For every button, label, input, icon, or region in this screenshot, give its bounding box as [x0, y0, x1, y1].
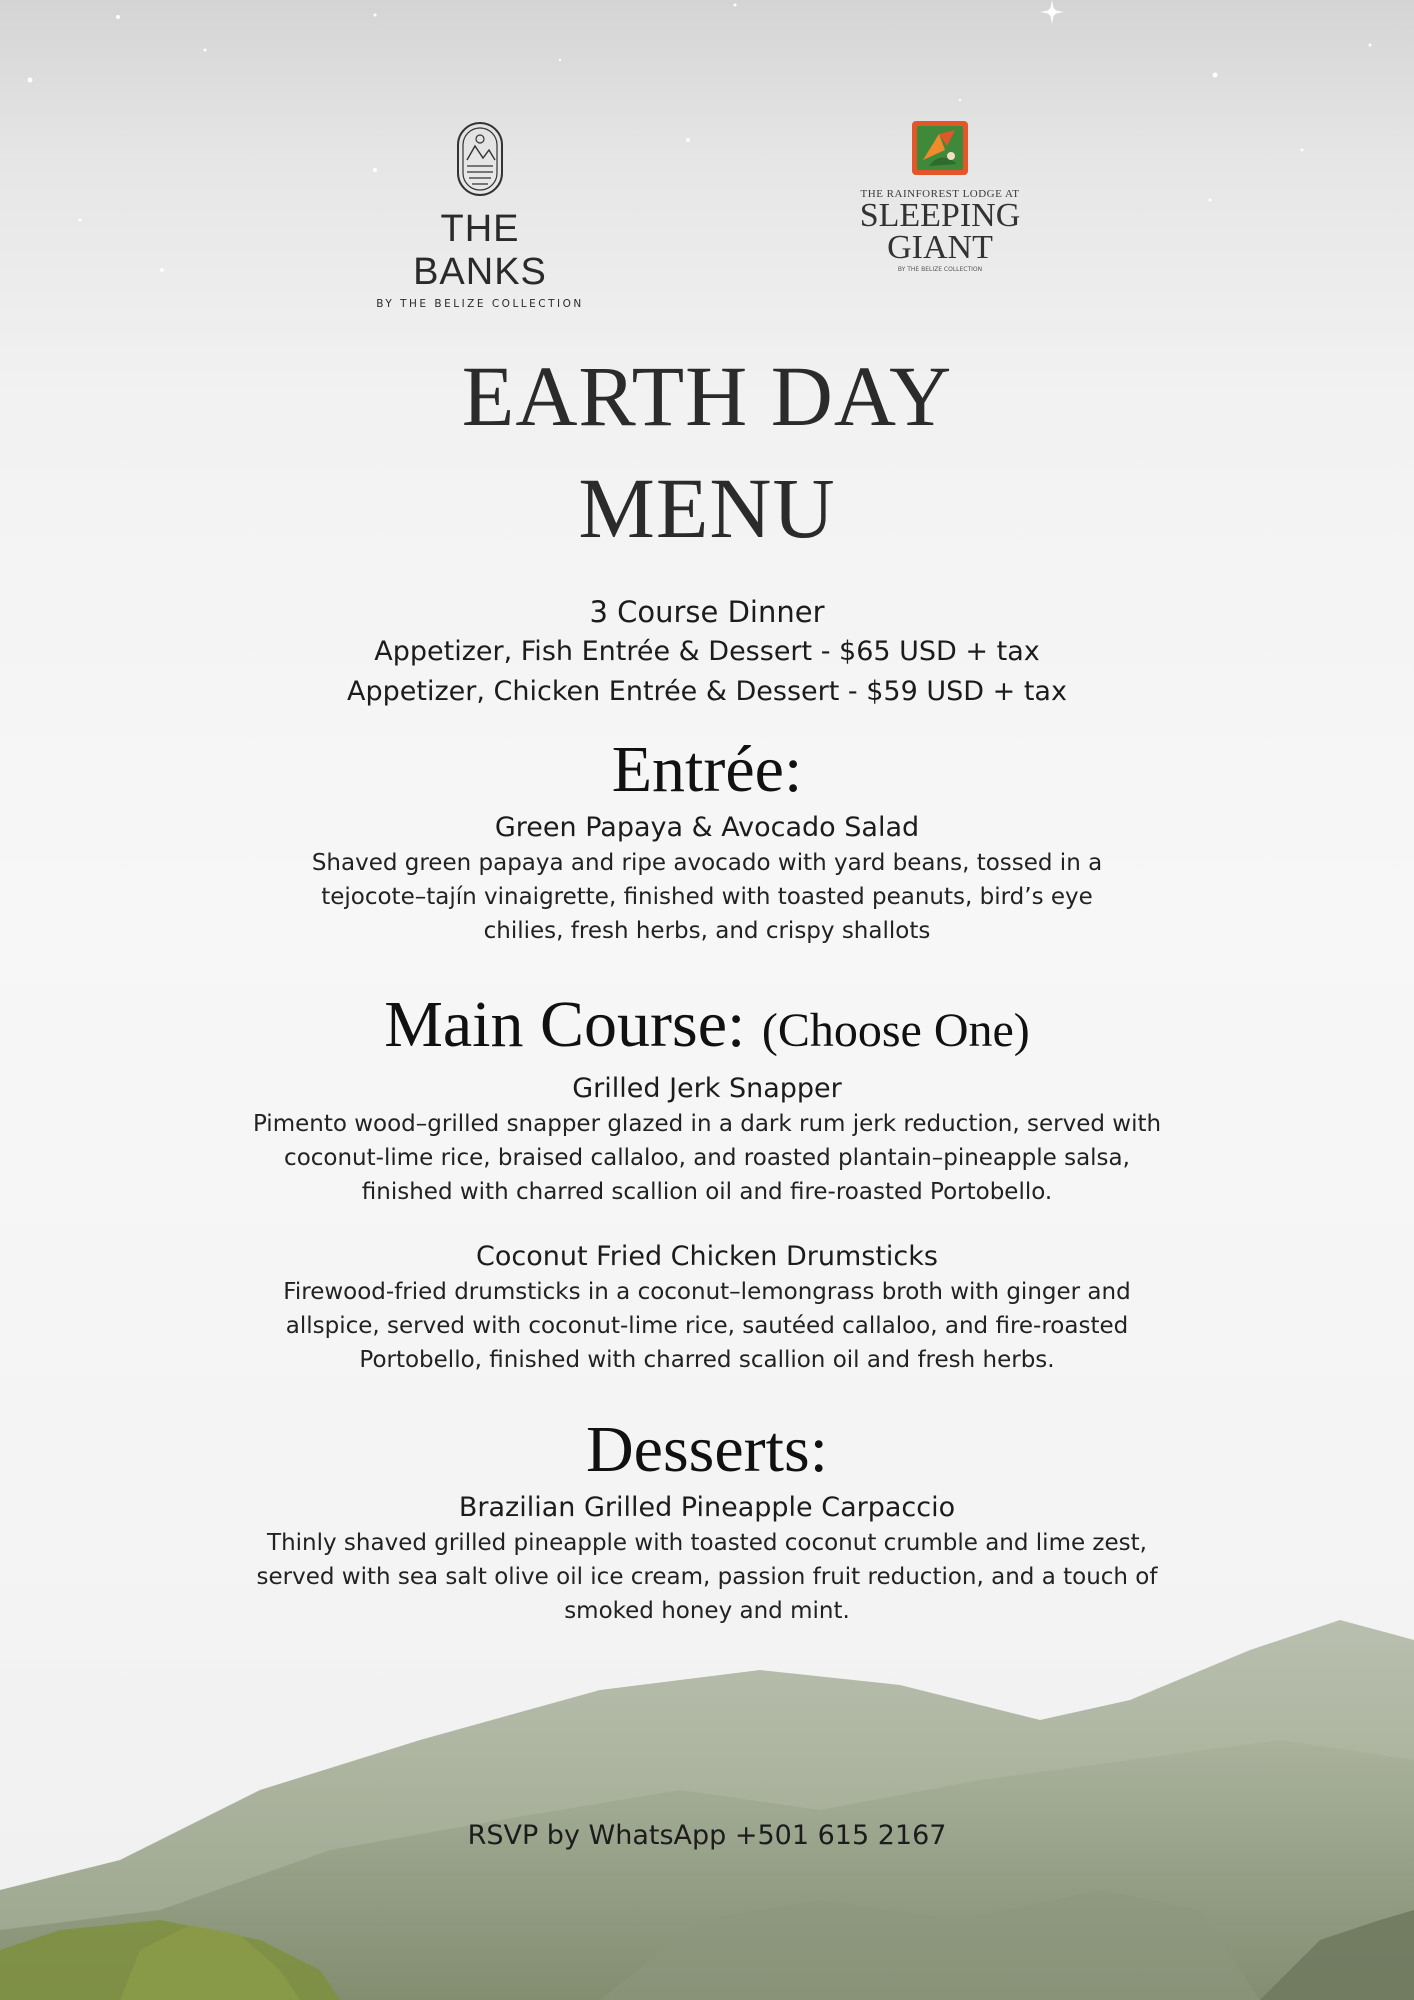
title-line-2: MENU [578, 460, 836, 556]
course-option-fish: Appetizer, Fish Entrée & Dessert - $65 USD + tax [374, 636, 1040, 667]
dessert-desc-line: Thinly shaved grilled pineapple with toasted coconut crumble and lime zest, [267, 1530, 1147, 1556]
the-banks-subtitle: BY THE BELIZE COLLECTION [376, 298, 584, 310]
the-banks-emblem-icon [455, 120, 505, 198]
sleeping-giant-name-line1: SLEEPING [859, 197, 1021, 234]
course-pricing [0, 592, 1414, 712]
snapper-desc-line: Pimento wood–grilled snapper glazed in a dark rum jerk reduction, served with [252, 1111, 1162, 1137]
starry-sky-decoration [0, 0, 1414, 320]
snapper-dish-name: Grilled Jerk Snapper [572, 1073, 842, 1104]
menu-title [0, 340, 1414, 564]
sleeping-giant-subtitle: BY THE BELIZE COLLECTION [897, 266, 983, 273]
sleeping-giant-name-line2: GIANT [887, 229, 993, 266]
entree-heading: Entrée: [611, 733, 803, 806]
choose-one-note: (Choose One) [761, 1004, 1030, 1057]
dessert-desc-line: smoked honey and mint. [564, 1598, 850, 1624]
entree-dish-name: Green Papaya & Avocado Salad [494, 812, 920, 843]
entree-desc-line: chilies, fresh herbs, and crispy shallots [483, 918, 931, 944]
snapper-desc-line: coconut-lime rice, braised callaloo, and roasted plantain–pineapple salsa, [284, 1145, 1130, 1171]
chicken-desc-line: allspice, served with coconut-lime rice, sautéed callaloo, and fire-roasted [285, 1313, 1129, 1339]
entree-desc-line: tejocote–tajín vinaigrette, finished with toasted peanuts, bird’s eye [321, 884, 1093, 910]
dessert-desc-line: served with sea salt olive oil ice cream, passion fruit reduction, and a touch of [256, 1564, 1158, 1590]
chicken-dish-name: Coconut Fried Chicken Drumsticks [476, 1241, 938, 1272]
course-option-chicken: Appetizer, Chicken Entrée & Dessert - $59 USD + tax [347, 676, 1067, 707]
sleeping-giant-tagline: THE RAINFOREST LODGE AT [860, 188, 1020, 200]
rsvp-info [0, 1820, 1414, 1851]
main-course-section [0, 985, 1414, 1071]
chicken-desc-line: Firewood-fried drumsticks in a coconut–lemongrass broth with ginger and [283, 1279, 1131, 1305]
main-course-heading-row [0, 985, 1414, 1071]
main-dish-snapper [0, 1071, 1414, 1209]
the-banks-logo [370, 120, 590, 310]
rsvp-text: RSVP by WhatsApp +501 615 2167 [467, 1820, 947, 1851]
main-course-heading: Main Course: [384, 988, 746, 1061]
the-banks-name: THE BANKS [413, 208, 547, 293]
course-heading: 3 Course Dinner [589, 595, 825, 629]
snapper-desc-line: finished with charred scallion oil and fire-roasted Portobello. [361, 1179, 1053, 1205]
entree-section [0, 730, 1414, 948]
dessert-dish-name: Brazilian Grilled Pineapple Carpaccio [458, 1492, 956, 1523]
title-line-1: EARTH DAY [461, 348, 953, 444]
entree-desc-line: Shaved green papaya and ripe avocado with yard beans, tossed in a [311, 850, 1103, 876]
desserts-heading: Desserts: [586, 1413, 828, 1486]
chicken-desc-line: Portobello, finished with charred scallion oil and fresh herbs. [359, 1347, 1055, 1373]
mountain-landscape-illustration [0, 1590, 1414, 2000]
sleeping-giant-logo [845, 120, 1035, 273]
tropical-flower-icon [911, 120, 969, 176]
main-dish-chicken [0, 1239, 1414, 1377]
